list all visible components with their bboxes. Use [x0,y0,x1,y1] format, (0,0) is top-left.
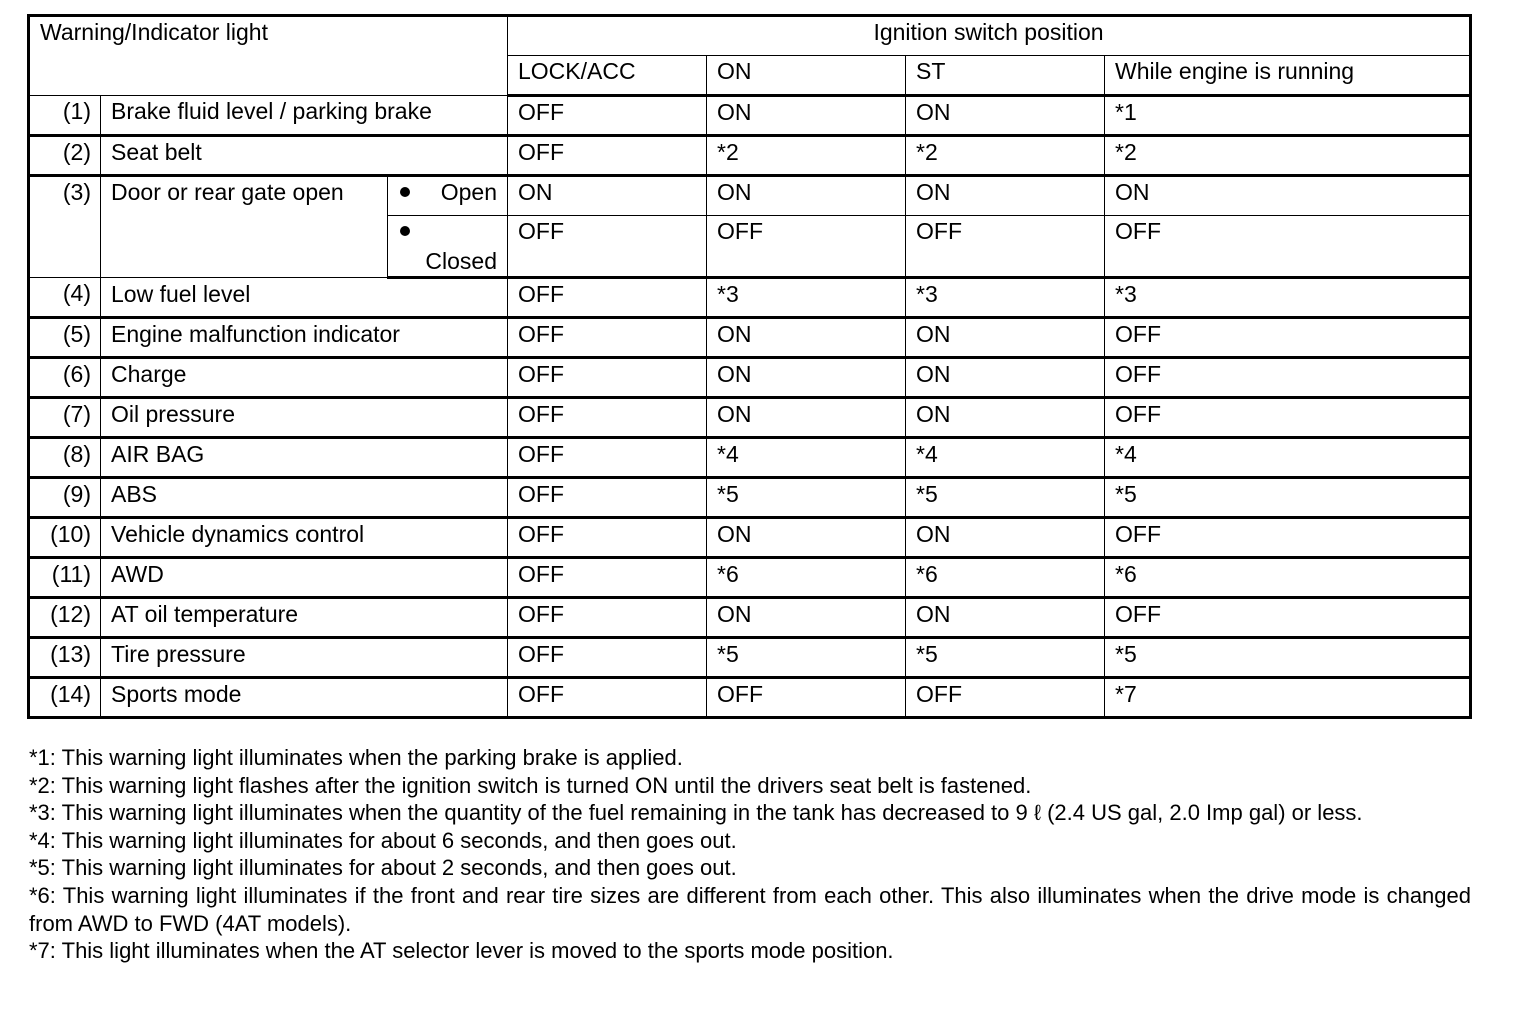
status-cell: OFF [508,518,707,558]
row-number: (4) [29,278,101,318]
status-cell: OFF [508,358,707,398]
status-cell: OFF [1105,216,1471,278]
footnote: *4: This warning light illuminates for about 6 seconds, and then goes out. [29,827,737,853]
status-cell: *3 [707,278,906,318]
status-cell: ON [707,176,906,216]
status-cell: *4 [707,438,906,478]
column-header-lock-acc: LOCK/ACC [508,56,707,96]
footnote: *2: This warning light flashes after the ignition switch is turned ON until the drivers seat belt is fastened. [29,772,1032,798]
status-cell: ON [906,358,1105,398]
status-cell: OFF [707,678,906,718]
sub-label: Open [440,179,497,205]
status-cell: ON [906,518,1105,558]
row-label: Low fuel level [101,278,508,318]
status-cell: *2 [707,136,906,176]
status-cell: *3 [906,278,1105,318]
table-row [29,638,1471,678]
table-row [29,398,1471,438]
row-label: ABS [101,478,508,518]
status-cell: *3 [1105,278,1471,318]
status-cell: OFF [508,318,707,358]
status-cell: *7 [1105,678,1471,718]
ignition-switch-header: Ignition switch position [508,16,1471,56]
status-cell: OFF [508,598,707,638]
row-label: AT oil temperature [101,598,508,638]
row-number: (3) [29,176,101,278]
row-number: (5) [29,318,101,358]
footnote: *7: This light illuminates when the AT selector lever is moved to the sports mode position. [29,938,894,964]
status-cell: *6 [707,558,906,598]
column-header-engine-running: While engine is running [1105,56,1471,96]
status-cell: OFF [906,216,1105,278]
table-row [29,558,1471,598]
status-cell: *4 [906,438,1105,478]
status-cell: ON [707,598,906,638]
table-row [29,518,1471,558]
row-number: (11) [29,558,101,598]
table-row [29,318,1471,358]
status-cell: *5 [707,638,906,678]
status-cell: OFF [1105,518,1471,558]
status-cell: OFF [508,216,707,278]
status-cell: ON [707,96,906,136]
bullet-icon [400,226,410,236]
row-label: Seat belt [101,136,508,176]
status-cell: OFF [1105,598,1471,638]
status-cell: OFF [1105,398,1471,438]
row-number: (1) [29,96,101,136]
row-label: Engine malfunction indicator [101,318,508,358]
status-cell: ON [1105,176,1471,216]
row-number: (2) [29,136,101,176]
status-cell: OFF [508,398,707,438]
table-row [29,678,1471,718]
status-cell: OFF [1105,318,1471,358]
row-label: Brake fluid level / parking brake [101,96,508,136]
table-row [29,278,1471,318]
row-number: (14) [29,678,101,718]
warning-indicator-header: Warning/Indicator light [29,16,508,96]
footnote: *3: This warning light illuminates when the quantity of the fuel remaining in the tank has decreased to 9 ℓ (2.4 US gal, 2.0 Imp gal) or less. [29,800,1363,826]
row-label: Tire pressure [101,638,508,678]
row-label: AWD [101,558,508,598]
row-label: Sports mode [101,678,508,718]
status-cell: OFF [508,136,707,176]
row-number: (7) [29,398,101,438]
table-row [29,478,1471,518]
footnote: *6: This warning light illuminates if the front and rear tire sizes are different from each other. This also illuminates when the drive mode is changed from AWD to FWD (4AT models). [29,882,1471,936]
warning-indicator-table [27,14,1472,719]
row-number: (8) [29,438,101,478]
table-row [29,598,1471,638]
row-number: (6) [29,358,101,398]
status-cell: ON [508,176,707,216]
status-cell: *6 [906,558,1105,598]
status-cell: OFF [906,678,1105,718]
status-cell: *2 [1105,136,1471,176]
status-cell: ON [906,176,1105,216]
table-row [29,96,1471,136]
bullet-icon [400,187,410,197]
sub-label-cell [388,176,508,216]
row-number: (13) [29,638,101,678]
status-cell: ON [906,318,1105,358]
status-cell: *5 [1105,638,1471,678]
table-row [29,136,1471,176]
header-row-1 [29,16,1471,56]
row-label: Oil pressure [101,398,508,438]
sub-label-cell [388,216,508,278]
status-cell: OFF [508,558,707,598]
status-cell: ON [707,398,906,438]
column-header-on: ON [707,56,906,96]
status-cell: OFF [508,638,707,678]
status-cell: *5 [906,478,1105,518]
status-cell: OFF [508,438,707,478]
footnote: *5: This warning light illuminates for about 2 seconds, and then goes out. [29,855,737,881]
status-cell: *5 [906,638,1105,678]
status-cell: OFF [1105,358,1471,398]
status-cell: ON [707,358,906,398]
table-row [29,438,1471,478]
row-label: Door or rear gate open [101,176,388,278]
status-cell: OFF [508,678,707,718]
status-cell: *6 [1105,558,1471,598]
status-cell: *4 [1105,438,1471,478]
row-label: Vehicle dynamics control [101,518,508,558]
status-cell: ON [906,96,1105,136]
table-row [29,358,1471,398]
status-cell: ON [707,318,906,358]
table-row [29,176,1471,216]
status-cell: OFF [508,478,707,518]
status-cell: OFF [508,278,707,318]
row-label: Charge [101,358,508,398]
status-cell: ON [906,398,1105,438]
sub-label: Closed [425,248,497,274]
status-cell: *5 [707,478,906,518]
status-cell: *5 [1105,478,1471,518]
footnotes [29,744,1471,965]
row-number: (9) [29,478,101,518]
status-cell: *1 [1105,96,1471,136]
row-number: (10) [29,518,101,558]
status-cell: ON [707,518,906,558]
column-header-st: ST [906,56,1105,96]
status-cell: *2 [906,136,1105,176]
footnote: *1: This warning light illuminates when the parking brake is applied. [29,745,683,770]
row-number: (12) [29,598,101,638]
row-label: AIR BAG [101,438,508,478]
status-cell: OFF [508,96,707,136]
status-cell: ON [906,598,1105,638]
status-cell: OFF [707,216,906,278]
